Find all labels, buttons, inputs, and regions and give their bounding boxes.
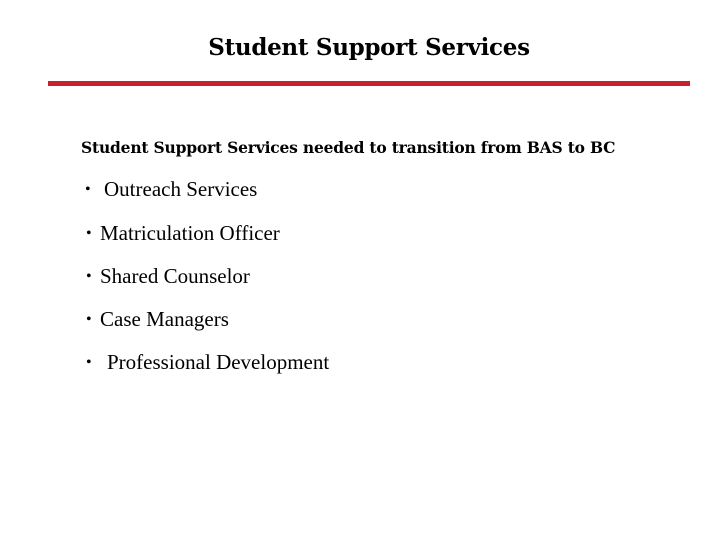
list-item-label: Shared Counselor: [100, 264, 250, 288]
list-item-label: Professional Development: [107, 350, 330, 374]
bullet-icon: •: [86, 311, 92, 328]
list-item-label: Case Managers: [100, 307, 229, 331]
bullet-icon: •: [86, 354, 92, 371]
list-item-label: Outreach Services: [104, 177, 258, 201]
bullet-icon: •: [86, 268, 92, 285]
bullet-icon: •: [85, 181, 91, 198]
list-item: [86, 350, 329, 375]
list-item: [86, 307, 229, 332]
bullet-icon: •: [86, 225, 92, 242]
list-item-label: Matriculation Officer: [100, 221, 280, 245]
list-item: [85, 177, 257, 202]
list-item: [86, 264, 250, 289]
slide-title: Student Support Services: [208, 34, 530, 61]
list-item: [86, 221, 280, 246]
title-divider: [48, 81, 690, 86]
slide-subtitle: Student Support Services needed to transition from BAS to BC: [81, 138, 616, 157]
